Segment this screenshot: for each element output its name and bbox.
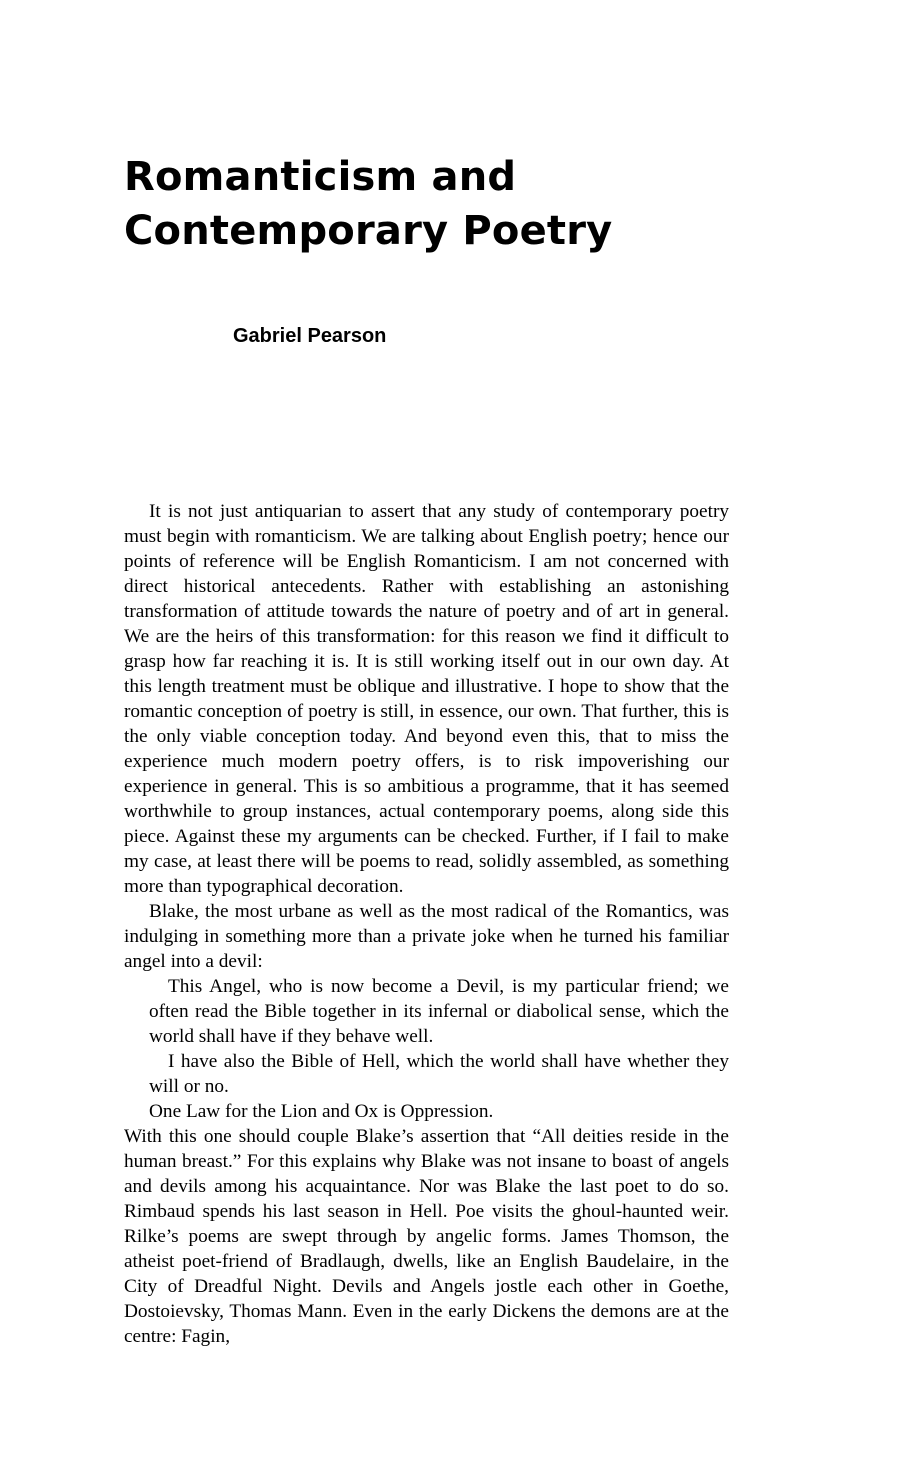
title-line-2: Contemporary Poetry — [124, 208, 613, 254]
article-title — [124, 150, 612, 258]
paragraph-2: Blake, the most urbane as well as the most radical of the Romantics, was indulging in something more than a private joke when he turned his familiar angel into a devil: — [124, 901, 729, 972]
quote-paragraph-1: This Angel, who is now become a Devil, is my particular friend; we often read the Bible together in its infernal or diabolical sense, which the world shall have if they behave well. — [149, 976, 729, 1047]
quote-paragraph-2: I have also the Bible of Hell, which the world shall have whether they will or no. — [149, 1051, 729, 1097]
paragraph-1: It is not just antiquarian to assert that any study of contemporary poetry must begin with romanticism. We are talking about English poetry; hence our points of reference will be English Romanticism. I am not concerned with direct historical antecedents. Rather with establishing an astonishing transformation of attitude towards the nature of poetry and of art in general. We are the heirs of this transformation: for this reason we find it difficult to grasp how far reaching it is. It is still working itself out in our own day. At this length treatment must be oblique and illustrative. I hope to show that the romantic conception of poetry is still, in essence, our own. That further, this is the only viable conception today. And beyond even this, that to miss the experience much modern poetry offers, is to risk impoverishing our experience in general. This is so ambitious a programme, that it has seemed worthwhile to group instances, actual contemporary poems, along side this piece. Against these my arguments can be checked. Further, if I fail to make my case, at least there will be poems to read, solidly assembled, as something more than typographical decoration. — [124, 501, 729, 897]
title-line-1: Romanticism and — [124, 154, 517, 200]
article-body — [124, 499, 729, 1349]
blake-quotation — [149, 974, 729, 1124]
quote-paragraph-3: One Law for the Lion and Ox is Oppression. — [149, 1101, 494, 1122]
author-name: Gabriel Pearson — [233, 325, 387, 347]
paragraph-3: With this one should couple Blake’s assertion that “All deities reside in the human breast.” For this explains why Blake was not insane to boast of angels and devils among his acquaintance. Nor was Blake the last poet to do so. Rimbaud spends his last season in Hell. Poe visits the ghoul-haunted weir. Rilke’s poems are swept through by angelic forms. James Thomson, the atheist poet-friend of Bradlaugh, dwells, like an English Baudelaire, in the City of Dreadful Night. Devils and Angels jostle each other in Goethe, Dostoievsky, Thomas Mann. Even in the early Dickens the demons are at the centre: Fagin, — [124, 1126, 729, 1347]
